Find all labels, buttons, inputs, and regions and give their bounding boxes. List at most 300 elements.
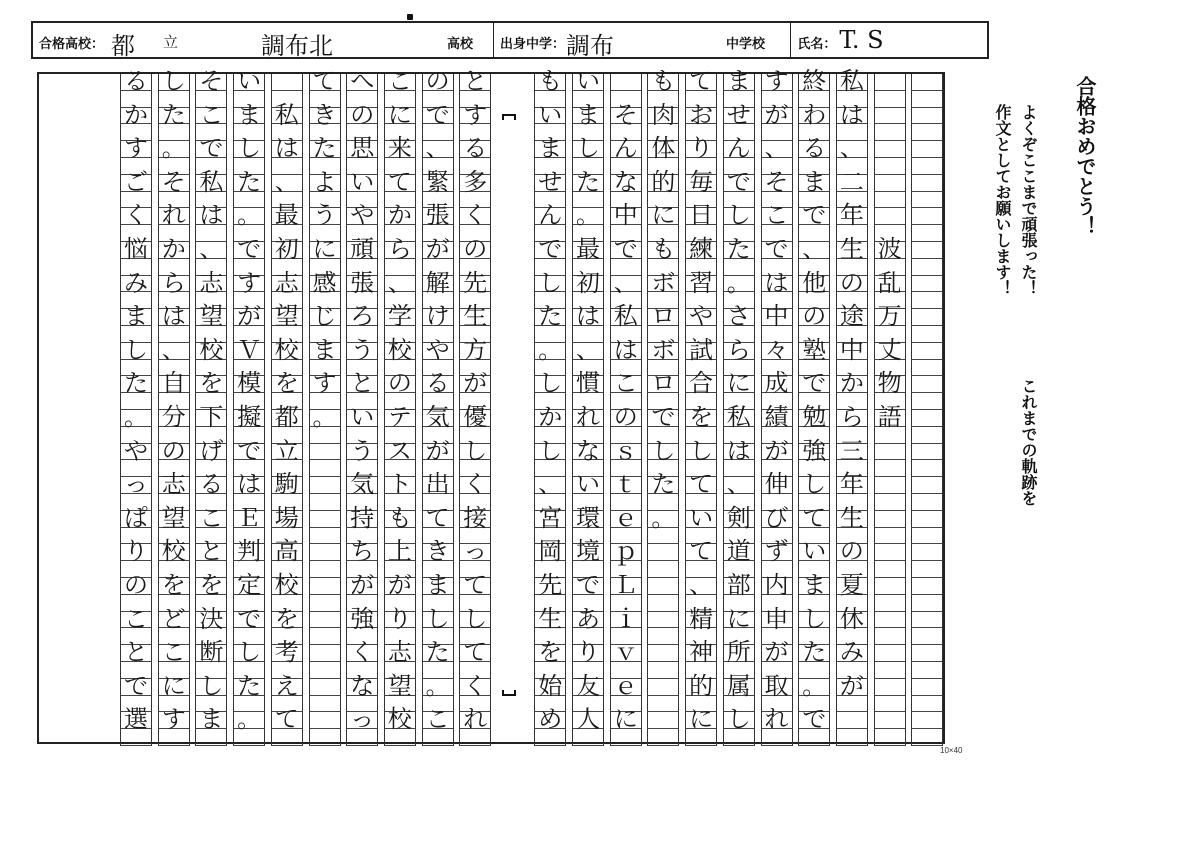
essay-character: 体	[651, 134, 676, 163]
grid-cell	[798, 671, 830, 700]
grid-cell	[346, 268, 378, 297]
grid-cell	[422, 671, 454, 700]
essay-character: 。	[576, 201, 600, 230]
essay-character: く	[463, 470, 488, 499]
grid-cell	[233, 671, 265, 700]
essay-character: ｖ	[613, 638, 638, 667]
essay-character: の	[613, 403, 638, 431]
grid-cell	[685, 67, 717, 95]
essay-character: そ	[161, 167, 186, 196]
grid-cell	[761, 638, 793, 667]
grid-cell	[761, 369, 793, 398]
grid-cell	[836, 201, 868, 230]
grid-cell	[120, 67, 152, 95]
grid-cell	[874, 595, 906, 612]
grid-cell	[346, 537, 378, 566]
essay-character: は	[576, 302, 600, 331]
essay-character: が	[387, 571, 412, 599]
essay-character: 精	[689, 604, 714, 633]
essay-character: 神	[689, 638, 714, 667]
grid-cell	[120, 403, 152, 431]
essay-character: で	[726, 167, 751, 196]
grid-cell	[384, 571, 416, 599]
grid-cell	[874, 612, 906, 629]
essay-column-left-4	[305, 67, 343, 742]
essay-character: 接	[463, 503, 488, 532]
grid-cell	[685, 638, 717, 667]
grid-cell	[158, 503, 190, 532]
essay-character: ｅ	[613, 503, 638, 532]
essay-column-left-2	[380, 67, 418, 742]
essay-character: ま	[802, 167, 827, 196]
grid-cell	[685, 100, 717, 129]
essay-character: か	[387, 201, 412, 230]
grid-cell	[195, 403, 227, 431]
grid-cell	[911, 561, 943, 578]
grid-cell	[309, 645, 341, 662]
essay-character: ら	[387, 235, 412, 263]
essay-character: 志	[274, 268, 299, 297]
essay-character: み	[124, 268, 148, 297]
essay-character: で	[576, 571, 600, 599]
essay-character: ち	[350, 537, 375, 566]
essay-character: が	[839, 671, 864, 700]
essay-character: 、	[726, 470, 751, 499]
grid-cell	[422, 604, 454, 633]
grid-cell	[309, 67, 341, 95]
grid-cell	[384, 67, 416, 95]
essay-character: 中	[613, 201, 638, 230]
essay-character: に	[689, 705, 714, 734]
grid-cell	[158, 302, 190, 331]
essay-character: り	[576, 638, 600, 667]
essay-character: に	[387, 100, 412, 129]
grid-cell	[647, 662, 679, 679]
essay-character: が	[237, 302, 262, 331]
grid-cell	[572, 235, 604, 263]
grid-cell	[534, 503, 566, 532]
grid-cell	[647, 612, 679, 629]
grid-cell	[459, 729, 491, 746]
essay-character: ま	[425, 571, 450, 599]
grid-cell	[309, 460, 341, 477]
essay-character: 物	[877, 369, 902, 398]
essay-character: 定	[237, 571, 262, 599]
grid-cell	[459, 671, 491, 700]
grid-cell	[459, 470, 491, 499]
essay-character: も	[651, 235, 676, 263]
school-section	[33, 23, 494, 60]
registration-mark	[407, 14, 413, 20]
essay-character: 考	[274, 638, 299, 667]
grid-cell	[836, 503, 868, 532]
grid-cell	[195, 167, 227, 196]
grid-cell	[572, 436, 604, 465]
grid-cell	[534, 100, 566, 129]
essay-character: 伸	[764, 470, 789, 499]
essay-character: 万	[877, 302, 902, 331]
grid-cell	[233, 729, 265, 746]
essay-character: 成	[764, 369, 789, 398]
essay-character: と	[124, 638, 148, 667]
essay-character: れ	[764, 705, 789, 734]
grid-cell	[195, 436, 227, 465]
essay-character: る	[199, 470, 224, 499]
grid-cell	[911, 292, 943, 309]
essay-character: 最	[274, 201, 299, 230]
essay-character: 先	[538, 571, 563, 599]
essay-character: 。	[538, 335, 563, 364]
grid-cell	[271, 571, 303, 599]
essay-column-right-8	[606, 74, 644, 742]
grid-cell	[309, 696, 341, 713]
essay-character: 断	[199, 638, 224, 667]
essay-character: て	[689, 470, 714, 499]
grid-cell	[685, 302, 717, 331]
grid-cell	[422, 167, 454, 196]
grid-cell	[761, 571, 793, 599]
grid-cell	[761, 201, 793, 230]
essay-character: せ	[726, 100, 751, 129]
grid-cell	[346, 705, 378, 734]
grid-cell	[271, 369, 303, 398]
grid-cell	[911, 343, 943, 360]
grid-cell	[572, 671, 604, 700]
essay-character: 張	[425, 201, 450, 230]
grid-cell	[723, 302, 755, 331]
grid-cell	[120, 571, 152, 599]
essay-column-right-9	[568, 67, 606, 742]
grid-cell	[911, 326, 943, 343]
essay-character: を	[538, 638, 563, 667]
essay-character: の	[839, 268, 864, 297]
grid-cell	[761, 671, 793, 700]
essay-character: 。	[161, 134, 186, 163]
grid-cell	[685, 235, 717, 263]
essay-character: 中	[839, 335, 864, 364]
essay-character: 生	[839, 235, 864, 263]
grid-cell	[384, 134, 416, 163]
essay-character: ト	[387, 470, 412, 499]
essay-character: 境	[576, 537, 600, 566]
grid-cell	[459, 235, 491, 263]
essay-character: う	[312, 201, 337, 230]
essay-character: り	[387, 604, 412, 633]
grid-cell	[384, 537, 416, 566]
grid-cell	[384, 268, 416, 297]
essay-character: し	[726, 705, 751, 734]
grid-cell	[233, 470, 265, 499]
essay-character: に	[161, 671, 186, 700]
essay-character: す	[161, 705, 186, 734]
essay-character: し	[576, 134, 600, 163]
grid-cell	[120, 604, 152, 633]
essay-character: に	[726, 604, 751, 633]
essay-character: た	[237, 671, 262, 700]
grid-cell	[836, 134, 868, 163]
essay-character: 合	[689, 369, 714, 398]
essay-character: そ	[199, 67, 224, 95]
essay-character: は	[237, 470, 262, 499]
essay-character: れ	[576, 403, 600, 431]
essay-character: 途	[839, 302, 864, 331]
essay-character: こ	[764, 201, 789, 230]
grid-cell	[195, 67, 227, 95]
grid-cell	[836, 403, 868, 431]
essay-character: ま	[312, 335, 337, 364]
essay-character: ず	[764, 537, 789, 566]
grid-cell	[836, 235, 868, 263]
essay-character: た	[651, 470, 676, 499]
grid-cell	[874, 712, 906, 729]
grid-cell	[610, 403, 642, 431]
essay-character: 校	[199, 335, 224, 364]
essay-character: 望	[161, 503, 186, 532]
grid-cell	[233, 302, 265, 331]
grid-cell	[346, 638, 378, 667]
grid-cell	[158, 134, 190, 163]
essay-character: 。	[726, 268, 751, 297]
grid-cell	[836, 335, 868, 364]
essay-character: び	[764, 503, 789, 532]
essay-character: 部	[726, 571, 751, 599]
essay-column-right-6	[681, 67, 719, 742]
essay-character: 、	[161, 335, 186, 364]
grid-cell	[195, 729, 227, 746]
grid-cell	[572, 403, 604, 431]
essay-character: み	[839, 638, 864, 667]
grid-cell	[911, 360, 943, 377]
essay-character: ｐ	[613, 537, 638, 566]
essay-character: 生	[839, 503, 864, 532]
essay-character: く	[463, 201, 488, 230]
grid-cell	[911, 645, 943, 662]
grid-cell	[459, 503, 491, 532]
essay-character: ｉ	[613, 604, 638, 633]
grid-cell	[911, 376, 943, 393]
essay-character: に	[613, 705, 638, 734]
grid-cell	[271, 335, 303, 364]
grid-cell	[761, 134, 793, 163]
essay-character: で	[802, 201, 827, 230]
grid-cell	[761, 235, 793, 263]
essay-character: て	[274, 705, 299, 734]
grid-cell	[271, 201, 303, 230]
essay-character: 、	[764, 134, 789, 163]
grid-cell	[723, 201, 755, 230]
essay-character: 決	[199, 604, 224, 633]
essay-character: Ｌ	[613, 571, 638, 599]
essay-character: た	[538, 302, 563, 331]
grid-cell	[572, 134, 604, 163]
essay-character: 始	[538, 671, 563, 700]
grid-cell	[384, 100, 416, 129]
junior-school-section	[494, 23, 791, 60]
grid-cell	[610, 302, 642, 331]
essay-character: し	[237, 638, 262, 667]
grid-cell	[610, 134, 642, 163]
essay-character: 勉	[802, 403, 827, 431]
essay-character: は	[726, 436, 751, 465]
essay-character: さ	[726, 302, 751, 331]
essay-character: ま	[726, 67, 751, 95]
essay-character: け	[425, 302, 450, 331]
grid-cell	[271, 638, 303, 667]
grid-cell	[647, 696, 679, 713]
grid-cell	[572, 470, 604, 499]
grid-cell	[422, 638, 454, 667]
essay-character: の	[839, 537, 864, 566]
essay-character: で	[237, 235, 262, 263]
essay-character: の	[161, 436, 186, 465]
grid-cell	[911, 729, 943, 746]
grid-cell	[761, 503, 793, 532]
essay-character: で	[199, 134, 224, 163]
essay-character: て	[689, 537, 714, 566]
essay-character: 慣	[576, 369, 600, 398]
grid-cell	[309, 712, 341, 729]
grid-cell	[534, 470, 566, 499]
grid-cell	[798, 638, 830, 667]
grid-cell	[911, 192, 943, 209]
essay-character: た	[576, 167, 600, 196]
grid-cell	[459, 604, 491, 633]
grid-cell	[798, 503, 830, 532]
essay-character: し	[538, 436, 563, 465]
essay-character: 思	[350, 134, 375, 163]
essay-character: わ	[802, 100, 827, 129]
essay-character: う	[350, 436, 375, 465]
grid-cell	[459, 201, 491, 230]
grid-cell	[422, 369, 454, 398]
grid-cell	[271, 503, 303, 532]
grid-cell	[422, 537, 454, 566]
grid-cell	[195, 235, 227, 263]
essay-character: を	[274, 604, 299, 633]
essay-character: う	[350, 335, 375, 364]
essay-character: 私	[726, 403, 751, 431]
sidebar-line-praise: よくぞここまで頑張った！	[1019, 104, 1036, 296]
essay-character: ぱ	[124, 503, 148, 532]
grid-cell	[459, 302, 491, 331]
grid-cell	[610, 705, 642, 734]
grid-cell	[346, 100, 378, 129]
essay-character: 。	[124, 403, 148, 431]
grid-cell	[798, 268, 830, 297]
grid-cell	[761, 167, 793, 196]
essay-character: 、	[802, 235, 827, 263]
grid-cell	[459, 335, 491, 364]
grid-cell	[911, 225, 943, 242]
grid-cell	[422, 100, 454, 129]
essay-character: 、	[839, 134, 864, 163]
grid-cell	[120, 436, 152, 465]
grid-cell	[798, 100, 830, 129]
essay-character: し	[463, 436, 488, 465]
grid-cell	[195, 100, 227, 129]
grid-cell	[610, 729, 642, 746]
grid-cell	[459, 403, 491, 431]
grid-cell	[874, 74, 906, 91]
grid-cell	[572, 335, 604, 364]
grid-cell	[233, 201, 265, 230]
grid-cell	[610, 167, 642, 196]
essay-character: 、	[199, 235, 224, 263]
essay-character: 宮	[538, 503, 563, 532]
grid-cell	[346, 604, 378, 633]
essay-character: し	[124, 335, 148, 364]
grid-cell	[798, 604, 830, 633]
grid-cell	[685, 604, 717, 633]
essay-character: や	[689, 302, 714, 331]
grid-cell	[195, 201, 227, 230]
grid-cell	[874, 192, 906, 209]
essay-column-right-2	[832, 67, 870, 742]
essay-character: っ	[124, 470, 148, 499]
grid-cell	[610, 604, 642, 633]
grid-cell	[874, 369, 906, 398]
grid-cell	[158, 705, 190, 734]
essay-character: 乱	[877, 268, 902, 297]
essay-character: 内	[764, 571, 789, 599]
essay-character: か	[839, 369, 864, 398]
grid-cell	[534, 537, 566, 566]
essay-character: ま	[124, 302, 148, 331]
grid-cell	[610, 235, 642, 263]
essay-character: を	[274, 369, 299, 398]
grid-cell	[911, 427, 943, 444]
grid-cell	[309, 544, 341, 561]
grid-cell	[346, 134, 378, 163]
grid-cell	[120, 671, 152, 700]
essay-character: 立	[274, 436, 299, 465]
grid-cell	[723, 503, 755, 532]
grid-cell	[384, 671, 416, 700]
grid-cell	[459, 537, 491, 566]
essay-character: 頑	[350, 235, 375, 263]
spine-bracket-bottom	[502, 690, 516, 696]
grid-cell	[911, 242, 943, 259]
grid-cell	[911, 595, 943, 612]
grid-cell	[158, 638, 190, 667]
grid-cell	[911, 662, 943, 679]
sidebar-line-request: 作文としてお願いします！	[993, 104, 1010, 296]
grid-cell	[836, 696, 868, 713]
essay-character: 解	[425, 268, 450, 297]
essay-character: 塾	[802, 335, 827, 364]
grid-cell	[309, 561, 341, 578]
grid-cell	[874, 141, 906, 158]
grid-cell	[723, 638, 755, 667]
essay-character: 丈	[877, 335, 902, 364]
essay-character: り	[689, 134, 714, 163]
grid-cell	[309, 612, 341, 629]
grid-cell	[911, 712, 943, 729]
grid-cell	[158, 201, 190, 230]
grid-cell	[534, 235, 566, 263]
grid-cell	[233, 335, 265, 364]
essay-character: に	[651, 201, 676, 230]
essay-character: い	[538, 100, 563, 129]
essay-character: し	[726, 201, 751, 230]
essay-character: 分	[161, 403, 186, 431]
junior-school-suffix: 中学校	[726, 36, 766, 51]
essay-character: で	[237, 604, 262, 633]
essay-character: 、	[274, 167, 299, 196]
grid-cell	[309, 628, 341, 645]
essay-character: い	[576, 470, 600, 499]
grid-cell	[309, 729, 341, 746]
